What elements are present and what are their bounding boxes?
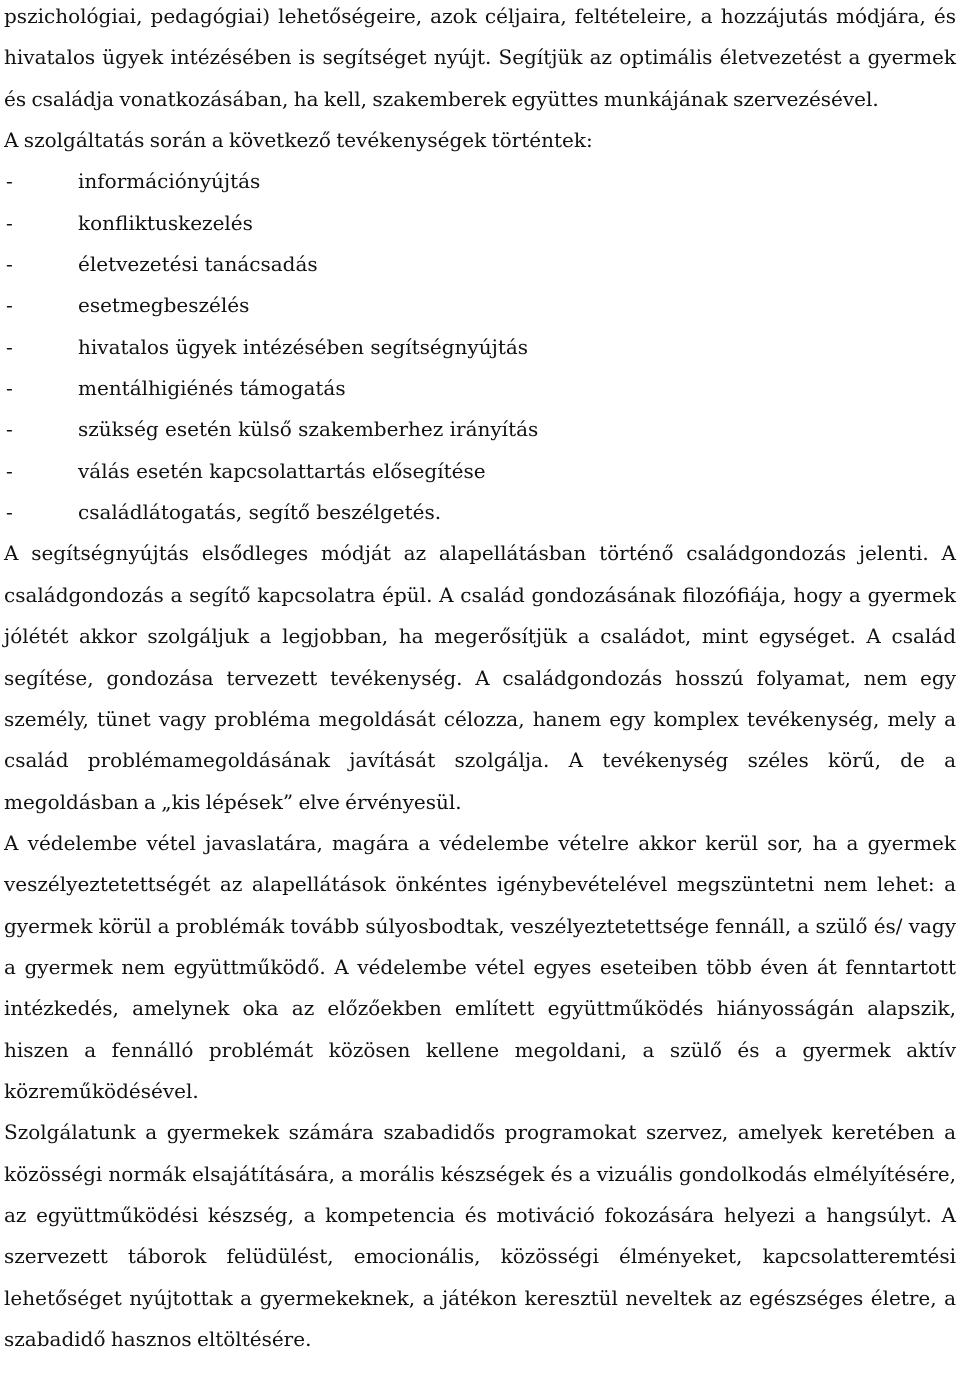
protection-paragraph: A védelembe vétel javaslatára, magára a védelembe vételre akkor kerül sor, ha a gyermek veszélyeztetettségét az alapellátások önkéntes igénybevételével megszüntetni nem lehet: a gyermek körül a problémák tovább súlyosbodtak, veszélyeztetettsége fennáll, a szülő és/ vagy a gyermek nem együttműködő. A védelembe vétel egyes eseteiben több éven át fenntartott intézkedés, amelynek oka az előzőekben említett együttműködés hiányosságán alapszik, hiszen a fennálló problémát közösen kellene megoldani, a szülő és a gyermek aktív közreműködésével. <box>4 830 956 1103</box>
list-bullet: - <box>6 500 13 525</box>
list-item <box>4 327 956 368</box>
intro-paragraph: pszichológiai, pedagógiai) lehetőségeire, azok céljaira, feltételeire, a hozzájutás módjára, és hivatalos ügyek intézésében is segítséget nyújt. Segítjük az optimális életvezetést a gyermek és családja vonatkozásában, ha kell, szakemberek együttes munkájának szervezésével. <box>4 4 956 111</box>
activities-list <box>4 161 956 533</box>
list-item <box>4 244 956 285</box>
list-bullet: - <box>6 376 13 401</box>
activities-heading: A szolgáltatás során a következő tevékenységek történtek: <box>4 128 593 153</box>
list-item-text: hivatalos ügyek intézésében segítségnyújtás <box>78 334 529 359</box>
list-bullet: - <box>6 210 13 235</box>
document-page <box>4 0 956 1360</box>
list-item-text: konfliktuskezelés <box>78 210 253 235</box>
list-item <box>4 451 956 492</box>
programs-paragraph: Szolgálatunk a gyermekek számára szabadidős programokat szervez, amelyek keretében a közösségi normák elsajátítására, a morális készségek és a vizuális gondolkodás elmélyítésére, az együttműködési készség, a kompetencia és motiváció fokozására helyezi a hangsúlyt. A szervezett táborok felüdülést, emocionális, közösségi élményeket, kapcsolatteremtési lehetőséget nyújtottak a gyermekeknek, a játékon keresztül neveltek az egészséges életre, a szabadidő hasznos eltöltésére. <box>4 1120 956 1351</box>
family-care-paragraph: A segítségnyújtás elsődleges módját az alapellátásban történő családgondozás jelenti. A családgondozás a segítő kapcsolatra épül. A család gondozásának filozófiája, hogy a gyermek jólétét akkor szolgáljuk a legjobban, ha megerősítjük a családot, mint egységet. A család segítése, gondozása tervezett tevékenység. A családgondozás hosszú folyamat, nem egy személy, tünet vagy probléma megoldását célozza, hanem egy komplex tevékenység, mely a család problémamegoldásának javítását szolgálja. A tevékenység széles körű, de a megoldásban a „kis lépések” elve érvényesül. <box>4 541 956 814</box>
list-item-text: mentálhigiénés támogatás <box>78 376 346 401</box>
list-item-text: életvezetési tanácsadás <box>78 252 318 277</box>
list-item-text: információnyújtás <box>78 169 261 194</box>
list-bullet: - <box>6 417 13 442</box>
list-item-text: szükség esetén külső szakemberhez irányítás <box>78 417 539 442</box>
list-item-text: esetmegbeszélés <box>78 293 250 318</box>
list-bullet: - <box>6 458 13 483</box>
list-item-text: válás esetén kapcsolattartás elősegítése <box>78 458 486 483</box>
list-item-text: családlátogatás, segítő beszélgetés. <box>78 500 442 525</box>
list-item <box>4 409 956 450</box>
list-item <box>4 161 956 202</box>
list-item <box>4 203 956 244</box>
list-item <box>4 368 956 409</box>
list-bullet: - <box>6 169 13 194</box>
list-bullet: - <box>6 334 13 359</box>
list-bullet: - <box>6 252 13 277</box>
list-bullet: - <box>6 293 13 318</box>
list-item <box>4 285 956 326</box>
list-item <box>4 492 956 533</box>
